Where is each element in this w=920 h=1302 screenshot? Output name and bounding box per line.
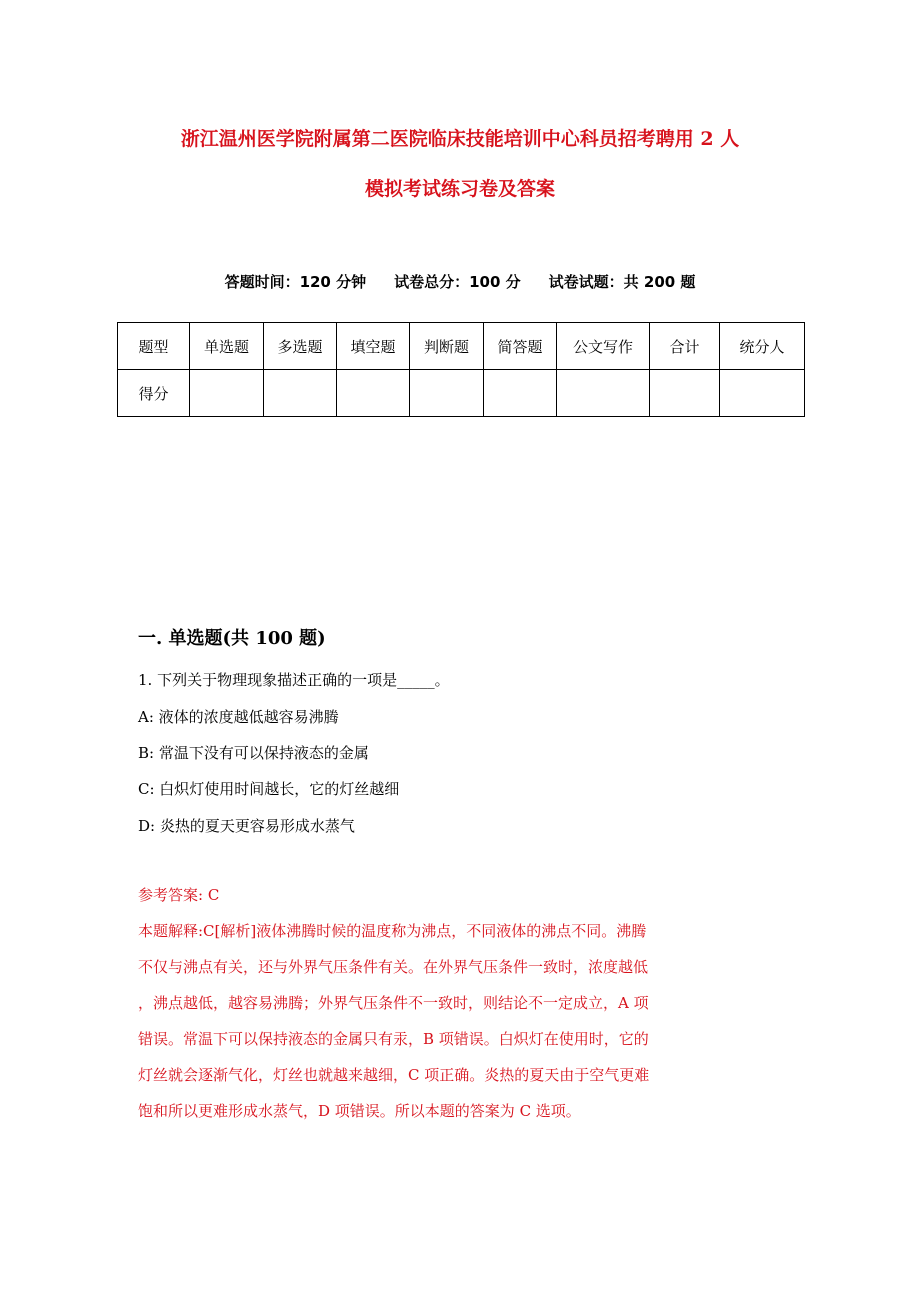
- exam-meta: [0, 271, 920, 292]
- score-cell: [264, 370, 337, 417]
- score-cell: [650, 370, 720, 417]
- option-d: D: 炎热的夏天更容易形成水蒸气: [138, 817, 355, 835]
- header-cell-true-false: 判断题: [410, 323, 484, 370]
- explanation-line: ，沸点越低，越容易沸腾；外界气压条件不一致时，则结论不一定成立，A 项: [138, 994, 649, 1012]
- header-cell-scorer: 统分人: [720, 323, 805, 370]
- score-cell: [190, 370, 264, 417]
- answer-block: [138, 877, 778, 1129]
- option-b: B: 常温下没有可以保持液态的金属: [138, 744, 369, 762]
- explanation-line: 错误。常温下可以保持液态的金属只有汞，B 项错误。白炽灯在使用时，它的: [138, 1030, 649, 1048]
- exam-total-questions: 试卷试题：共 200 题: [548, 273, 696, 291]
- question-stem: 1. 下列关于物理现象描述正确的一项是_____。: [138, 671, 450, 689]
- explanation-line: 饱和所以更难形成水蒸气，D 项错误。所以本题的答案为 C 选项。: [138, 1102, 581, 1120]
- score-table-header-row: [118, 323, 805, 370]
- score-cell: [557, 370, 650, 417]
- exam-total-score: 试卷总分：100 分: [394, 273, 521, 291]
- score-cell: [410, 370, 484, 417]
- header-cell-type: 题型: [118, 323, 190, 370]
- header-cell-total: 合计: [650, 323, 720, 370]
- explanation-line: 不仅与沸点有关，还与外界气压条件有关。在外界气压条件一致时，浓度越低: [138, 958, 649, 976]
- header-cell-multiple-choice: 多选题: [264, 323, 337, 370]
- score-table-score-row: [118, 370, 805, 417]
- header-cell-short-answer: 简答题: [484, 323, 557, 370]
- explanation-line: 本题解释:C[解析]液体沸腾时候的温度称为沸点，不同液体的沸点不同。沸腾: [138, 922, 647, 940]
- header-cell-single-choice: 单选题: [190, 323, 264, 370]
- reference-answer: 参考答案: C: [138, 886, 220, 904]
- option-c: C: 白炽灯使用时间越长，它的灯丝越细: [138, 780, 400, 798]
- score-row-label: 得分: [118, 370, 190, 417]
- score-table: [117, 322, 805, 417]
- header-cell-fill-blank: 填空题: [337, 323, 410, 370]
- score-cell: [337, 370, 410, 417]
- document-title-line2: 模拟考试练习卷及答案: [364, 178, 555, 200]
- document-title-line1: 浙江温州医学院附属第二医院临床技能培训中心科员招考聘用 2 人: [180, 128, 740, 150]
- option-a: A: 液体的浓度越低越容易沸腾: [138, 708, 339, 726]
- explanation-line: 灯丝就会逐渐气化，灯丝也就越来越细，C 项正确。炎热的夏天由于空气更难: [138, 1066, 650, 1084]
- score-cell: [720, 370, 805, 417]
- exam-time: 答题时间：120 分钟: [224, 273, 367, 291]
- section-heading: 一. 单选题(共 100 题): [138, 628, 326, 649]
- score-cell: [484, 370, 557, 417]
- header-cell-official-writing: 公文写作: [557, 323, 650, 370]
